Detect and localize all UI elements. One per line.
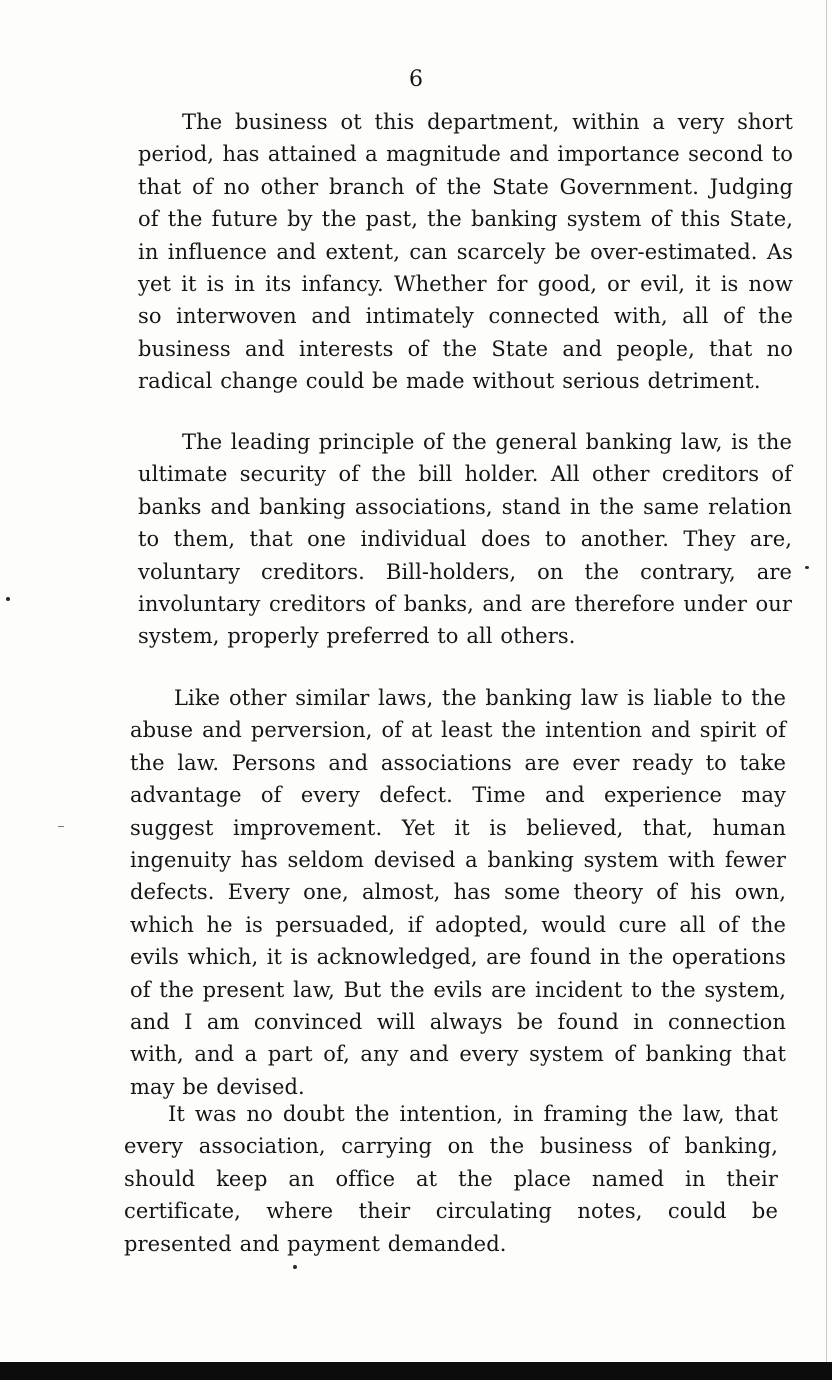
ink-speck <box>293 1265 297 1269</box>
ink-speck <box>805 566 809 569</box>
paragraph-similar-laws: Like other similar laws, the banking law is liable to the abuse and perversion, of at least the intention and spirit of the law. Persons and associations are ever ready to take advantage of every defect. Time and experience may suggest improvement. Yet it is believed, that, human ingenuity has seldom devised a banking system with fewer defects. Every one, almost, has some theory of his own, which he is persuaded, if adopted, would cure all of the evils which, it is acknowledged, are found in the operations of the present law, But the evils are incident to the system, and I am convinced will always be found in connection with, and a part of, any and every system of banking that may be devised. <box>130 686 786 1099</box>
ink-speck <box>6 597 10 601</box>
page-right-edge <box>826 0 827 1362</box>
scan-bottom-edge <box>0 1362 832 1380</box>
page-number: 6 <box>409 67 423 92</box>
paragraph-department-business: The business ot this department, within a very short period, has attained a magnitude and importance second to that of no other branch of the State Government. Judging of the future by the past, the banking system of this State, in influence and extent, can scarcely be over-estimated. As yet it is in its infancy. Whether for good, or evil, it is now so interwoven and intimately connected with, all of the business and interests of the State and people, that no radical change could be made without serious detriment. <box>138 110 793 394</box>
ink-speck <box>58 826 64 827</box>
paragraph-leading-principle: The leading principle of the general banking law, is the ultimate security of the bill holder. All other creditors of banks and banking associations, stand in the same relation to them, that one individual does to another. They are, voluntary creditors. Bill-holders, on the contrary, are involuntary creditors of banks, and are therefore under our system, properly preferred to all others. <box>138 430 792 649</box>
paragraph-framing-intention: It was no doubt the intention, in framing the law, that every association, carrying on the business of banking, should keep an office at the place named in their certificate, where their circulating notes, could be presented and payment demanded. <box>124 1102 778 1256</box>
